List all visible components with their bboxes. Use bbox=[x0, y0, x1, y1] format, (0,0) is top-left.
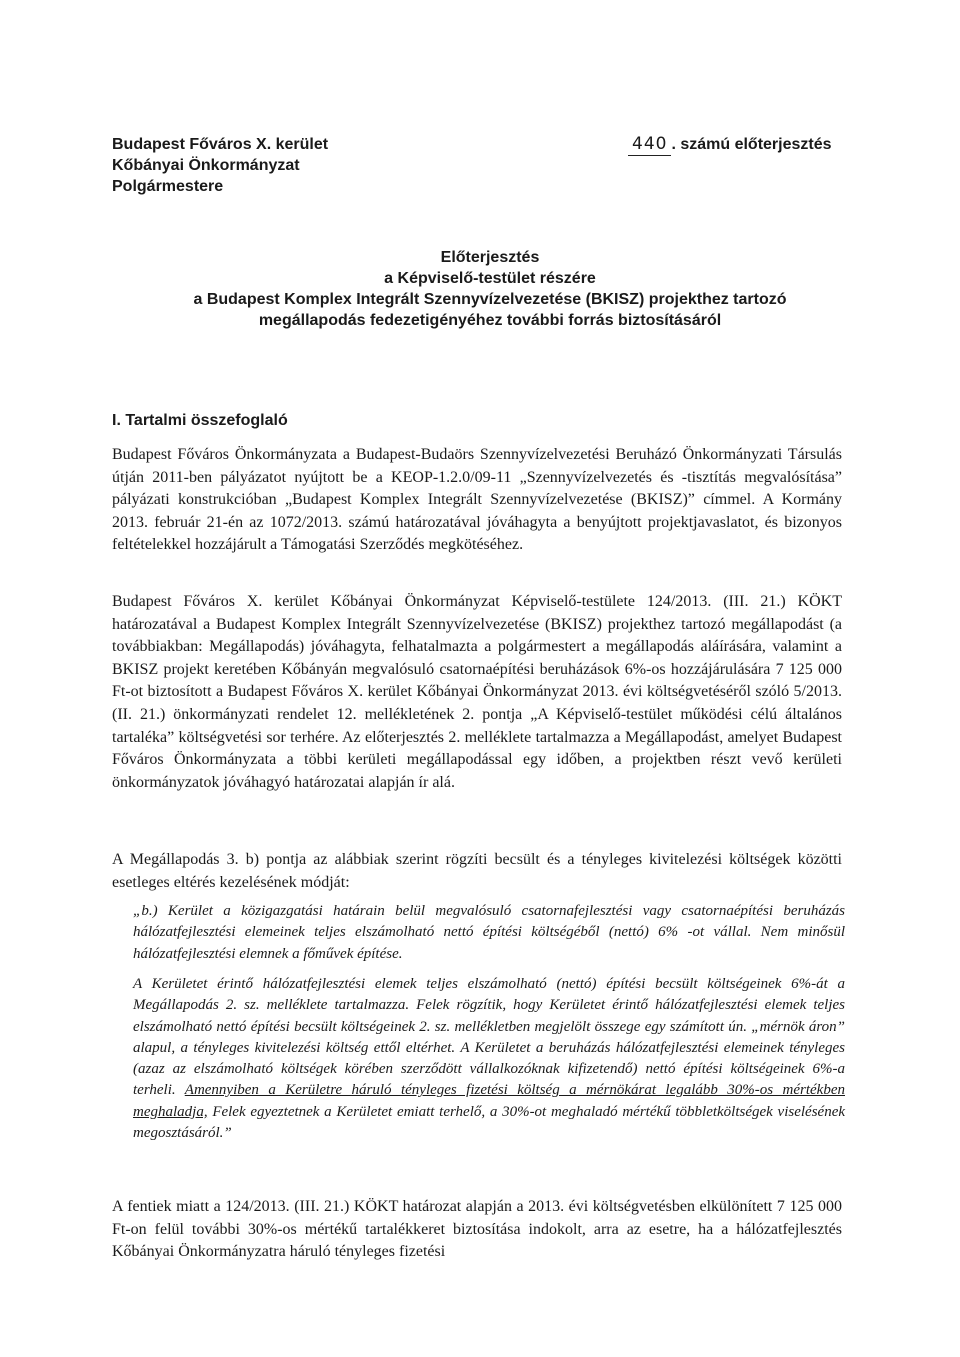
quote-text-underlined: Amennyiben a Kerületre háruló tényleges fizetési költség a mérnökárat legalább 30%-os mértékben meghaladja, bbox=[133, 1082, 845, 1120]
quote-text-after: Felek egyeztetnek a Kerületet emiatt terhelő, a 30%-ot meghaladó mértékű többletköltségek viselésének megosztásáról.” bbox=[133, 1103, 846, 1142]
paragraph-resolution: Budapest Főváros X. kerület Kőbányai Önkormányzat Képviselő-testülete 124/2013. (III. 21.) KÖKT határozatával a Budapest Komplex Integrált Szennyvízelvezetése (BKISZ) projekthez tartozó megállapodást (a továbbiakban: Megállapodás) jóváhagyta, felhatalmazta a polgármestert a megállapodás aláírására, valamint a BKISZ projekt keretében Kőbányán megvalósuló csatornaépítési beruházások 6%-os hozzájárulására 7 125 000 Ft-ot biztosított a Budapest Főváros X. kerület Kőbányai Önkormányzat 2013. évi költségvetéséről szóló 5/2013. (II. 21.) önkormányzati rendelet 12. mellékletének 2. pontja „A Képviselő-testület működési célú általános tartaléka” költségvetési sor terhére. Az előterjesztés 2. melléklete tartalmazza a Megállapodást, amelyet Budapest Főváros Önkormányzata a többi kerületi megállapodással egy időben, a projektben részt vevő kerületi önkormányzatok jóváhagyó határozatai alapján ír alá. bbox=[112, 593, 842, 791]
paragraph-conclusion: A fentiek miatt a 124/2013. (III. 21.) KÖKT határozat alapján a 2013. évi költségvetésben elkülönített 7 125 000 Ft-on felül további 30%-os mértékű tartalékkeret biztosítása indokolt, arra az esetre, ha a hálózatfejlesztés Kőbányai Önkormányzatra háruló tényleges fizetési bbox=[112, 1198, 842, 1261]
document-title bbox=[100, 247, 880, 331]
quote-point-b: „b.) Kerület a közigazgatási határain belül megvalósuló csatornafejlesztési vagy csatornaépítési beruházás hálózatfejlesztési elemeinek teljes elszámolható nettó építési költségéből (nettó) 6% -ot vállal. Nem minősül hálózatfejlesztési elemnek a főművek építése. bbox=[133, 903, 845, 962]
issuer-line-1: Budapest Főváros X. kerület bbox=[112, 136, 329, 153]
paragraph-agreement-intro: A Megállapodás 3. b) pontja az alábbiak szerint rögzíti becsült és a tényleges kivitelezési költségek közötti esetleges eltérés kezelésének módját: bbox=[112, 851, 842, 891]
issuer-block bbox=[112, 134, 328, 197]
quote-text-before: A Kerületet érintő hálózatfejlesztési elemek teljes elszámolható (nettó) építési becsült költségeinek 6%-át a Megállapodás 2. sz. melléklete tartalmazza. Felek rögzítik, hogy Kerületet érintő hálózatfejlesztési elemek teljes elszámolható nettó építési becsült költségeinek 2. sz. mellékletben megjelölt összege egy számított ún. „mérnök áron” alapul, a tényleges kivitelezési költség ettől eltérhet. A Kerületet a beruházás hálózatfejlesztési elemeinek tényleges (azaz az elszámolható költségek körében szerződött vállalkozóknak kifizetendő) nettó építési költségeinek 6%-a terheli. bbox=[133, 976, 845, 1099]
issuer-line-3: Polgármestere bbox=[112, 178, 224, 195]
paragraph-summary: Budapest Főváros Önkormányzata a Budapest-Budaörs Szennyvízelvezetési Beruházó Önkormányzati Társulás útján 2011-ben pályázatot nyújtott be a KEOP-1.2.0/09-11 „Szennyvízelvezetés és -tisztítás megvalósítása” pályázati konstrukcióban „Budapest Komplex Integrált Szennyvízelvezetése (BKISZ)” címmel. A Kormány 2013. február 21-én az 1072/2013. számú határozatával jóváhagyta a benyújtott projektjavaslatot, és bizonyos feltételekkel hozzájárult a Támogatási Szerződés megkötéséhez. bbox=[112, 446, 842, 554]
title-line-1: Előterjesztés bbox=[440, 249, 540, 266]
title-line-2: a Képviselő-testület részére bbox=[384, 270, 596, 287]
document-number-label: . számú előterjesztés bbox=[671, 136, 832, 153]
issuer-line-2: Kőbányai Önkormányzat bbox=[112, 157, 300, 174]
quote-cost-terms bbox=[133, 974, 845, 1144]
handwritten-number: 440 bbox=[628, 134, 671, 156]
title-line-4: megállapodás fedezetigényéhez további forrás biztosításáról bbox=[258, 312, 722, 329]
document-number bbox=[628, 134, 832, 156]
title-line-3: a Budapest Komplex Integrált Szennyvízelvezetése (BKISZ) projekthez tartozó bbox=[193, 291, 787, 308]
section-heading: I. Tartalmi összefoglaló bbox=[112, 412, 288, 429]
